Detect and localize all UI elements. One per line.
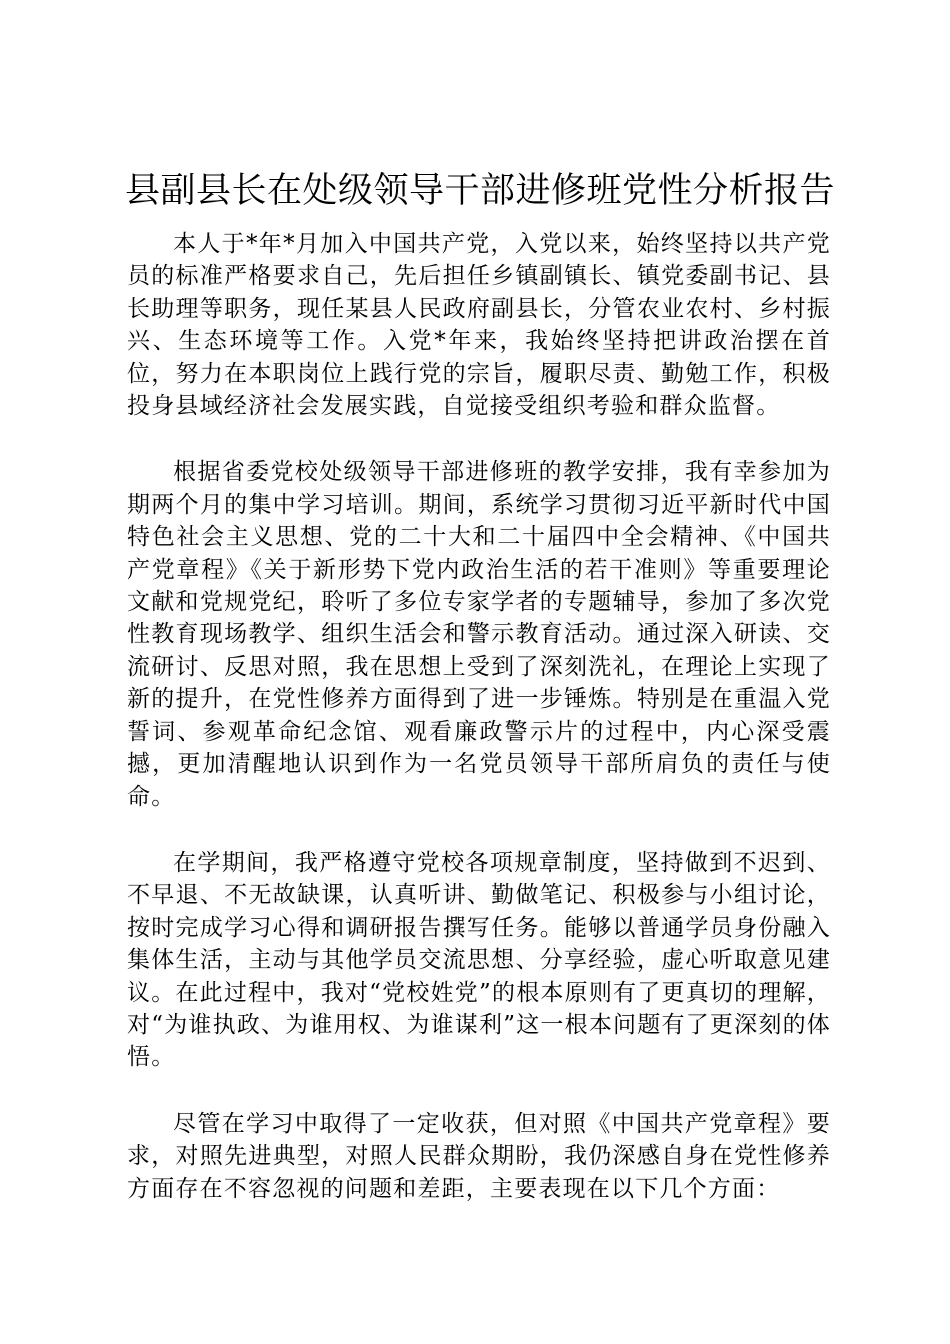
paragraph-1: 本人于*年*月加入中国共产党，入党以来，始终坚持以共产党员的标准严格要求自己，先后担任乡镇副镇长、镇党委副书记、县长助理等职务，现任某县人民政府副县长，分管农业农村、乡村振兴、生态环境等工作。入党*年来，我始终坚持把讲政治摆在首位，努力在本职岗位上践行党的宗旨，履职尽责、勤勉工作，积极投身县域经济社会发展实践，自觉接受组织考验和群众监督。 [127,231,831,420]
document-body [127,228,831,1239]
paragraph-2: 根据省委党校处级领导干部进修班的教学安排，我有幸参加为期两个月的集中学习培训。期间，系统学习贯彻习近平新时代中国特色社会主义思想、党的二十大和二十届四中全会精神、《中国共产党章程》《关于新形势下党内政治生活的若干准则》等重要理论文献和党规党纪，聆听了多位专家学者的专题辅导，参加了多次党性教育现场教学、组织生活会和警示教育活动。通过深入研读、交流研讨、反思对照，我在思想上受到了深刻洗礼，在理论上实现了新的提升，在党性修养方面得到了进一步锤炼。特别是在重温入党誓词、参观革命纪念馆、观看廉政警示片的过程中，内心深受震撼，更加清醒地认识到作为一名党员领导干部所肩负的责任与使命。 [127,459,831,810]
document-title: 县副县长在处级领导干部进修班党性分析报告 [124,171,835,211]
paragraph-4: 尽管在学习中取得了一定收获，但对照《中国共产党章程》要求，对照先进典型，对照人民群众期盼，我仍深感自身在党性修养方面存在不容忽视的问题和差距，主要表现在以下几个方面： [127,1110,831,1202]
paragraph-3: 在学期间，我严格遵守党校各项规章制度，坚持做到不迟到、不早退、不无故缺课，认真听讲、勤做笔记、积极参与小组讨论，按时完成学习心得和调研报告撰写任务。能够以普通学员身份融入集体生活，主动与其他学员交流思想、分享经验，虚心听取意见建议。在此过程中，我对“党校姓党”的根本原则有了更真切的理解，对“为谁执政、为谁用权、为谁谋利”这一根本问题有了更深刻的体悟。 [127,849,831,1071]
